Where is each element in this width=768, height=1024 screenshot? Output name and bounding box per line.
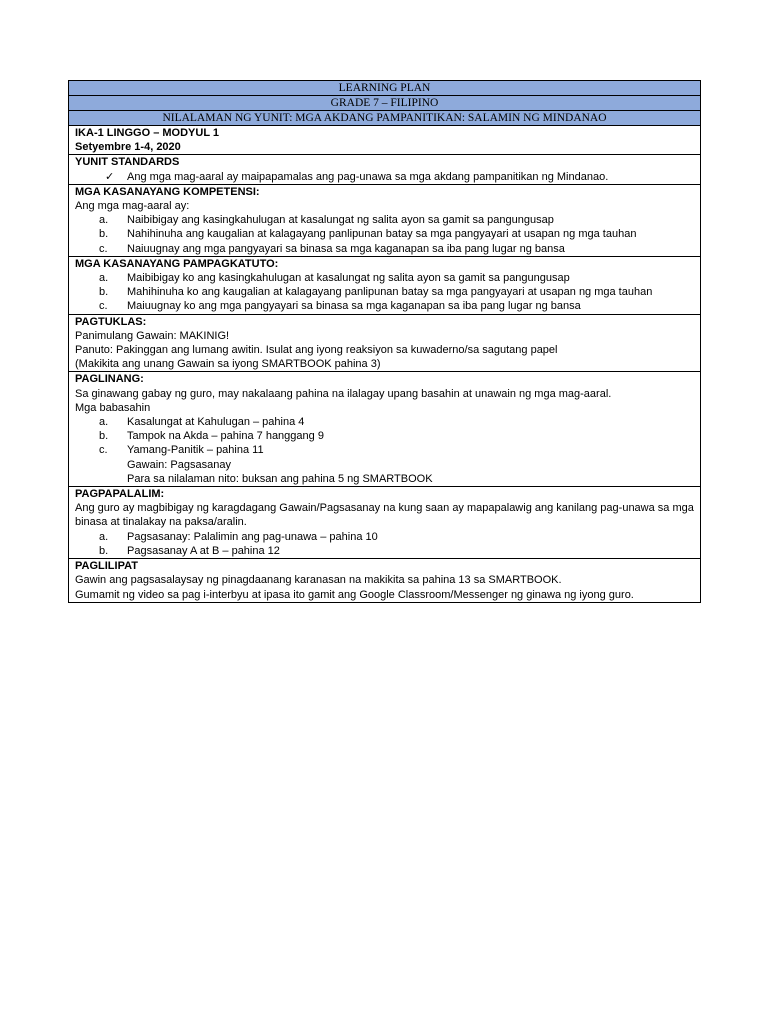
- unit-content: NILALAMAN NG YUNIT: MGA AKDANG PAMPANITIKAN: SALAMIN NG MINDANAO: [69, 111, 701, 126]
- pagtuklas-heading: PAGTUKLAS:: [75, 315, 147, 328]
- checkmark-icon: ✓: [105, 170, 115, 183]
- header-row-unit: [69, 111, 701, 126]
- pagpapalalim-row: [69, 487, 701, 559]
- list-item-text: Nahihinuha ang kaugalian at kalagayang panlipunan batay sa mga pangyayari at usapan ng mga tauhan: [127, 228, 637, 241]
- paglilipat-row: [69, 559, 701, 603]
- pagtuklas-row: [69, 314, 701, 372]
- plan-title: LEARNING PLAN: [69, 81, 701, 96]
- competencies-list: [75, 213, 694, 256]
- header-row-title: [69, 81, 701, 96]
- unit-standards-row: [69, 155, 701, 184]
- list-item-subline: Para sa nilalaman nito: buksan ang pahina 5 ng SMARTBOOK: [127, 472, 433, 485]
- list-item: [75, 544, 694, 558]
- pagpapalalim-heading: PAGPAPALALIM:: [75, 488, 165, 501]
- list-item-text: Maiuugnay ko ang mga pangyayari sa binasa sa mga kaganapan sa iba pang lugar ng bansa: [127, 300, 581, 313]
- learning-plan-table: [68, 80, 701, 603]
- list-marker: a.: [99, 416, 109, 429]
- competencies-heading: MGA KASANAYANG KOMPETENSI:: [75, 185, 260, 198]
- paglilipat-line: Gumamit ng video sa pag i-interbyu at ipasa ito gamit ang Google Classroom/Messenger ng ginawa ng iyong guro.: [75, 588, 634, 601]
- pagpapalalim-list: [75, 530, 694, 558]
- competencies-row: [69, 184, 701, 256]
- list-item-text: Tampok na Akda – pahina 7 hanggang 9: [127, 430, 324, 443]
- list-marker: a.: [99, 214, 109, 227]
- paglinang-row: [69, 372, 701, 487]
- list-marker: b.: [99, 544, 109, 557]
- list-marker: b.: [99, 228, 109, 241]
- unit-standards-cell: [69, 155, 701, 184]
- pagpapalalim-cell: [69, 487, 701, 559]
- list-marker: a.: [99, 272, 109, 285]
- paglinang-cell: [69, 372, 701, 487]
- list-item-text: Mahihinuha ko ang kaugalian at kalagayang panlipunan batay sa mga pangyayari at usapan ng mga tauhan: [127, 286, 653, 299]
- list-marker: c.: [99, 242, 108, 255]
- paglilipat-line: Gawin ang pagsasalaysay ng pinagdaanang karanasan na makikita sa pahina 13 sa SMARTBOOK.: [75, 574, 562, 587]
- readings-label: Mga babasahin: [75, 401, 151, 414]
- list-item: [75, 227, 694, 241]
- week-row: [69, 126, 701, 155]
- competencies-cell: [69, 184, 701, 256]
- list-item-text: Yamang-Panitik – pahina 11: [127, 444, 264, 457]
- pagtuklas-line: Panimulang Gawain: MAKINIG!: [75, 329, 230, 342]
- list-item-text: Maibibigay ko ang kasingkahulugan at kasalungat ng salita ayon sa gamit sa pangungusap: [127, 272, 570, 285]
- learning-skills-list: [75, 271, 694, 314]
- list-marker: b.: [99, 286, 109, 299]
- learning-skills-heading: MGA KASANAYANG PAMPAGKATUTO:: [75, 257, 279, 270]
- pagtuklas-line: Panuto: Pakinggan ang lumang awitin. Isulat ang iyong reaksiyon sa kuwaderno/sa sagutang papel: [75, 344, 558, 357]
- unit-standards-text: Ang mga mag-aaral ay maipapamalas ang pag-unawa sa mga akdang pampanitikan ng Mindanao.: [127, 170, 609, 183]
- week-date: Setyembre 1-4, 2020: [75, 141, 181, 154]
- list-item: [75, 271, 694, 285]
- pagtuklas-line: (Makikita ang unang Gawain sa iyong SMARTBOOK pahina 3): [75, 358, 381, 371]
- readings-list: [75, 415, 694, 486]
- list-item-subline: Gawain: Pagsasanay: [127, 458, 231, 471]
- learning-skills-row: [69, 256, 701, 314]
- pagpapalalim-intro: Ang guro ay magbibigay ng karagdagang Gawain/Pagsasanay na kung saan ay mapapalawig ang kanilang pag-unawa sa mga binasa at tinalakay na paksa/aralin.: [75, 502, 694, 529]
- list-item: [75, 242, 694, 256]
- unit-standards-heading: YUNIT STANDARDS: [75, 156, 180, 169]
- list-item: [75, 299, 694, 313]
- week-cell: [69, 126, 701, 155]
- list-marker: c.: [99, 444, 108, 457]
- paglinang-heading: PAGLINANG:: [75, 373, 144, 386]
- grade-subject: GRADE 7 – FILIPINO: [69, 96, 701, 111]
- week-module: IKA-1 LINGGO – MODYUL 1: [75, 127, 220, 139]
- header-row-grade: [69, 96, 701, 111]
- list-marker: a.: [99, 530, 109, 543]
- unit-standards-item: [75, 170, 694, 184]
- list-item: [75, 429, 694, 443]
- list-item-text: Naiuugnay ang mga pangyayari sa binasa sa mga kaganapan sa iba pang lugar ng bansa: [127, 242, 565, 255]
- list-marker: b.: [99, 430, 109, 443]
- list-marker: c.: [99, 300, 108, 313]
- list-item-text: Naibibigay ang kasingkahulugan at kasalungat ng salita ayon sa gamit sa pangungusap: [127, 214, 554, 227]
- learning-skills-cell: [69, 256, 701, 314]
- paglinang-intro: Sa ginawang gabay ng guro, may nakalaang pahina na ilalagay upang basahin at unawain ng mga mag-aaral.: [75, 387, 612, 400]
- competencies-intro: Ang mga mag-aaral ay:: [75, 200, 190, 213]
- list-item: [75, 415, 694, 429]
- list-item-text: Pagsasanay A at B – pahina 12: [127, 544, 280, 557]
- paglilipat-heading: PAGLILIPAT: [75, 560, 138, 573]
- list-item: [75, 530, 694, 544]
- list-item-text: Kasalungat at Kahulugan – pahina 4: [127, 416, 305, 429]
- pagtuklas-cell: [69, 314, 701, 372]
- list-item: [75, 213, 694, 227]
- paglilipat-cell: [69, 559, 701, 603]
- list-item-text: Pagsasanay: Palalimin ang pag-unawa – pahina 10: [127, 530, 378, 543]
- list-item: [75, 443, 694, 486]
- list-item: [75, 285, 694, 299]
